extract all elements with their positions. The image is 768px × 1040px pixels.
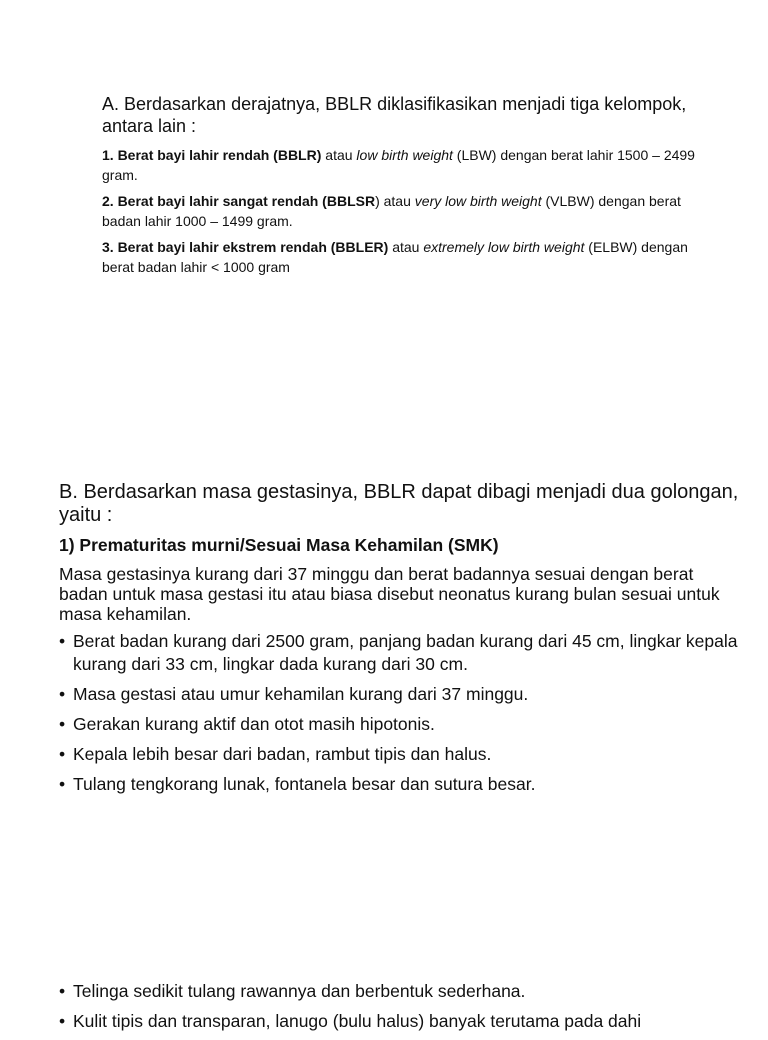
- list-item: • Masa gestasi atau umur kehamilan kurang dari 37 minggu.: [59, 684, 529, 704]
- section-c-bullet-list: [59, 980, 759, 1033]
- section-b-subheading: 1) Prematuritas murni/Sesuai Masa Kehamilan (SMK): [59, 535, 499, 555]
- list-item: • Kulit tipis dan transparan, lanugo (bulu halus) banyak terutama pada dahi: [59, 1011, 642, 1031]
- bullet-icon: •: [59, 744, 66, 764]
- bullet-icon: •: [59, 631, 66, 651]
- bullet-icon: •: [59, 981, 66, 1001]
- bullet-icon: •: [59, 1011, 66, 1031]
- section-b: [59, 481, 739, 803]
- bullet-icon: •: [59, 684, 66, 704]
- list-item: • Gerakan kurang aktif dan otot masih hipotonis.: [59, 714, 435, 734]
- section-a-item-1: 1. Berat bayi lahir rendah (BBLR) atau low birth weight (LBW) dengan berat lahir 1500 – 2499 gram.: [102, 147, 695, 183]
- section-b-bullet-list: [59, 630, 739, 796]
- list-item: • Berat badan kurang dari 2500 gram, panjang badan kurang dari 45 cm, lingkar kepala kurang dari 33 cm, lingkar dada kurang dari 30 cm.: [59, 631, 738, 674]
- section-a-item-2: 2. Berat bayi lahir sangat rendah (BBLSR) atau very low birth weight (VLBW) dengan berat badan lahir 1000 – 1499 gram.: [102, 193, 681, 229]
- section-a-item-3: 3. Berat bayi lahir ekstrem rendah (BBLER) atau extremely low birth weight (ELBW) dengan berat badan lahir < 1000 gram: [102, 239, 688, 275]
- list-item: • Tulang tengkorang lunak, fontanela besar dan sutura besar.: [59, 774, 536, 794]
- bullet-icon: •: [59, 714, 66, 734]
- section-b-paragraph: Masa gestasinya kurang dari 37 minggu dan berat badannya sesuai dengan berat badan untuk masa gestasi itu atau biasa disebut neonatus kurang bulan sesuai untuk masa kehamilan.: [59, 564, 720, 624]
- section-c: [59, 980, 759, 1040]
- list-item: • Telinga sedikit tulang rawannya dan berbentuk sederhana.: [59, 981, 526, 1001]
- section-b-heading: B. Berdasarkan masa gestasinya, BBLR dapat dibagi menjadi dua golongan, yaitu :: [59, 481, 739, 526]
- section-a-heading: A. Berdasarkan derajatnya, BBLR diklasifikasikan menjadi tiga kelompok, antara lain :: [102, 94, 687, 136]
- section-a: [102, 93, 702, 283]
- list-item: • Kepala lebih besar dari badan, rambut tipis dan halus.: [59, 744, 492, 764]
- bullet-icon: •: [59, 774, 66, 794]
